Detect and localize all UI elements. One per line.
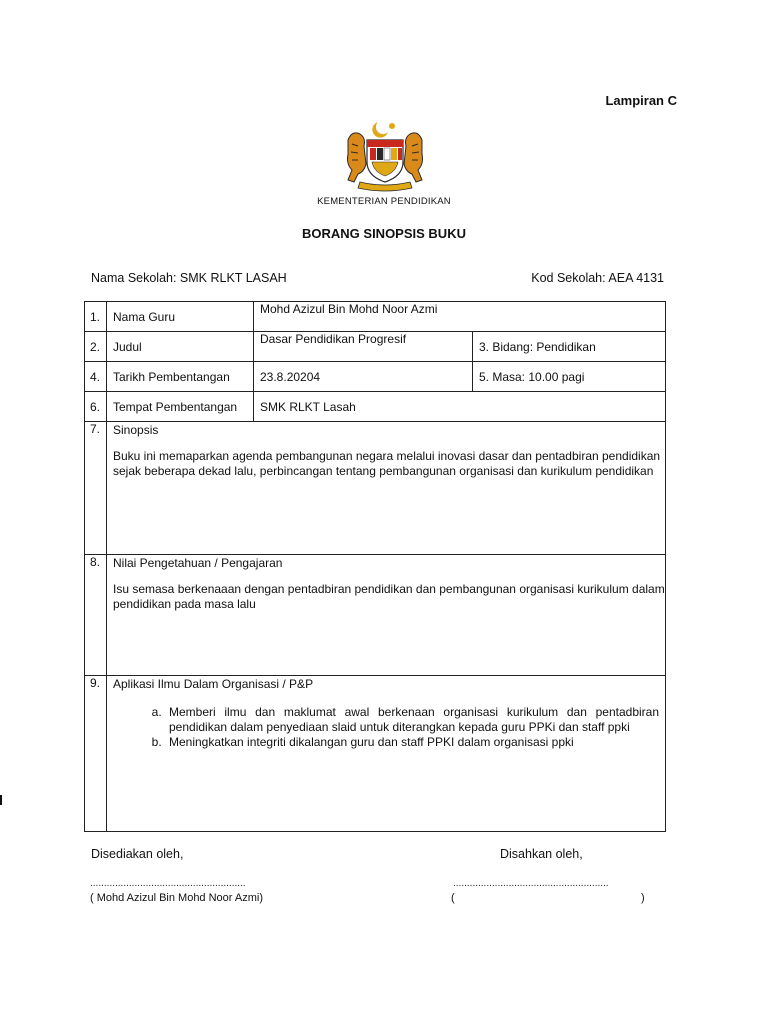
knowledge-application-heading: Aplikasi Ilmu Dalam Organisasi / P&P xyxy=(113,677,314,691)
form-title: BORANG SINOPSIS BUKU xyxy=(302,226,466,241)
application-list xyxy=(113,705,665,750)
table-row xyxy=(85,332,666,362)
row-number: 7. xyxy=(85,422,107,555)
prepared-by-name: ( Mohd Azizul Bin Mohd Noor Azmi) xyxy=(90,892,264,904)
row-number: 9. xyxy=(85,676,107,832)
margin-mark xyxy=(0,795,2,805)
presentation-venue-label: Tempat Pembentangan xyxy=(107,392,254,422)
presentation-venue-value: SMK RLKT Lasah xyxy=(254,392,666,422)
knowledge-value-section xyxy=(107,555,666,676)
approved-name-open-paren: ( xyxy=(451,892,455,904)
row-number: 6. xyxy=(85,392,107,422)
row-number: 4. xyxy=(85,362,107,392)
row-number: 8. xyxy=(85,555,107,676)
synopsis-heading: Sinopsis xyxy=(113,423,159,437)
ministry-name: KEMENTERIAN PENDIDIKAN xyxy=(317,196,451,207)
approved-name-close-paren: ) xyxy=(641,892,645,904)
list-item: a. Memberi ilmu dan maklumat awal berkenaan organisasi kurikulum dan pentadbiran pendidikan dalam penyediaan slaid untuk diterangkan kepada guru PPKi dan staff ppki xyxy=(165,705,665,735)
teacher-name-value: Mohd Azizul Bin Mohd Noor Azmi xyxy=(254,302,666,332)
table-row xyxy=(85,392,666,422)
title-value: Dasar Pendidikan Progresif xyxy=(254,332,473,362)
school-code: Kod Sekolah: AEA 4131 xyxy=(531,271,664,285)
table-row xyxy=(85,676,666,832)
time-value: 5. Masa: 10.00 pagi xyxy=(473,362,666,392)
synopsis-section xyxy=(107,422,666,555)
knowledge-value-text: Isu semasa berkenaaan dengan pentadbiran pendidikan dan pembangunan organisasi kurikulum dalam pendidikan pada masa lalu xyxy=(113,582,665,611)
field-value: 3. Bidang: Pendidikan xyxy=(473,332,666,362)
knowledge-value-heading: Nilai Pengetahuan / Pengajaran xyxy=(113,556,283,570)
presentation-date-label: Tarikh Pembentangan xyxy=(107,362,254,392)
approved-by-label: Disahkan oleh, xyxy=(500,847,583,861)
teacher-name-label: Nama Guru xyxy=(107,302,254,332)
table-row xyxy=(85,555,666,676)
approved-signature-line: ........................................................ xyxy=(453,878,609,889)
school-name: Nama Sekolah: SMK RLKT LASAH xyxy=(91,271,287,285)
title-label: Judul xyxy=(107,332,254,362)
appendix-label: Lampiran C xyxy=(605,93,677,108)
prepared-by-label: Disediakan oleh, xyxy=(91,847,184,861)
knowledge-application-section xyxy=(107,676,666,832)
table-row xyxy=(85,362,666,392)
row-number: 1. xyxy=(85,302,107,332)
synopsis-form-table xyxy=(84,301,666,832)
prepared-signature-line: ........................................................ xyxy=(90,878,246,889)
table-row xyxy=(85,422,666,555)
coat-of-arms-logo xyxy=(340,118,430,194)
synopsis-text: Buku ini memaparkan agenda pembangunan negara melalui inovasi dasar dan pentadbiran pendidikan sejak beberapa dekad lalu, perbincangan tentang pembangunan organisasi dan kurikulum pendidikan xyxy=(113,449,661,478)
row-number: 2. xyxy=(85,332,107,362)
table-row xyxy=(85,302,666,332)
list-item: b. Meningkatkan integriti dikalangan guru dan staff PPKI dalam organisasi ppki xyxy=(165,735,665,750)
presentation-date-value: 23.8.20204 xyxy=(254,362,473,392)
